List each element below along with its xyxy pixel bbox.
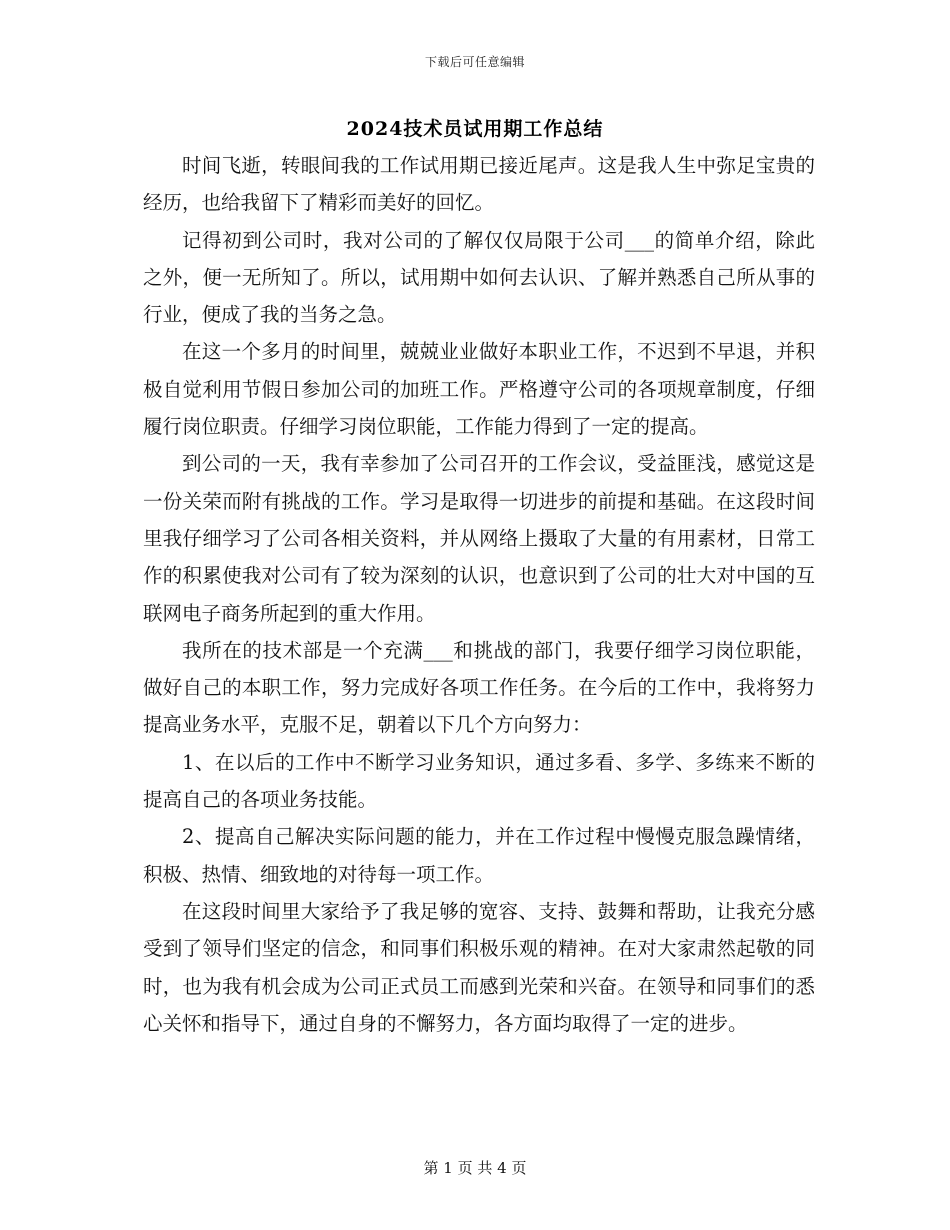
paragraph: 在这段时间里大家给予了我足够的宽容、支持、鼓舞和帮助，让我充分感受到了领导们坚定的信念，和同事们积极乐观的精神。在对大家肃然起敬的同时，也为我有机会成为公司正式员工而感到光荣和兴奋。在领导和同事们的悉心关怀和指导下，通过自身的不懈努力，各方面均取得了一定的进步。 xyxy=(143,899,815,1035)
document-title: 2024技术员试用期工作总结 xyxy=(346,118,604,140)
paragraph: 1、在以后的工作中不断学习业务知识，通过多看、多学、多练来不断的提高自己的各项业务技能。 xyxy=(143,750,815,812)
paragraph: 2、提高自己解决实际问题的能力，并在工作过程中慢慢克服急躁情绪，积极、热情、细致地的对待每一项工作。 xyxy=(143,825,815,886)
paragraph: 记得初到公司时，我对公司的了解仅仅局限于公司___的简单介绍，除此之外，便一无所知了。所以，试用期中如何去认识、了解并熟悉自己所从事的行业，便成了我的当务之急。 xyxy=(143,228,815,327)
paragraph: 到公司的一天，我有幸参加了公司召开的工作会议，受益匪浅，感觉这是一份关荣而附有挑战的工作。学习是取得一切进步的前提和基础。在这段时间里我仔细学习了公司各相关资料，并从网络上摄取了大量的有用素材，日常工作的积累使我对公司有了较为深刻的认识，也意识到了公司的壮大对中国的互联网电子商务所起到的重大作用。 xyxy=(143,452,815,625)
header-note: 下载后可任意编辑 xyxy=(424,55,525,69)
page-number-footer: 第 1 页 共 4 页 xyxy=(423,1159,527,1177)
paragraph: 我所在的技术部是一个充满___和挑战的部门，我要仔细学习岗位职能，做好自己的本职工作，努力完成好各项工作任务。在今后的工作中，我将努力提高业务水平，克服不足，朝着以下几个方向努力： xyxy=(143,638,815,737)
paragraph: 时间飞逝，转眼间我的工作试用期已接近尾声。这是我人生中弥足宝贵的经历，也给我留下了精彩而美好的回忆。 xyxy=(143,154,815,215)
paragraph: 在这一个多月的时间里，兢兢业业做好本职业工作，不迟到不早退，并积极自觉利用节假日参加公司的加班工作。严格遵守公司的各项规章制度，仔细履行岗位职责。仔细学习岗位职能，工作能力得到了一定的提高。 xyxy=(143,340,815,439)
document-body xyxy=(143,147,815,1042)
